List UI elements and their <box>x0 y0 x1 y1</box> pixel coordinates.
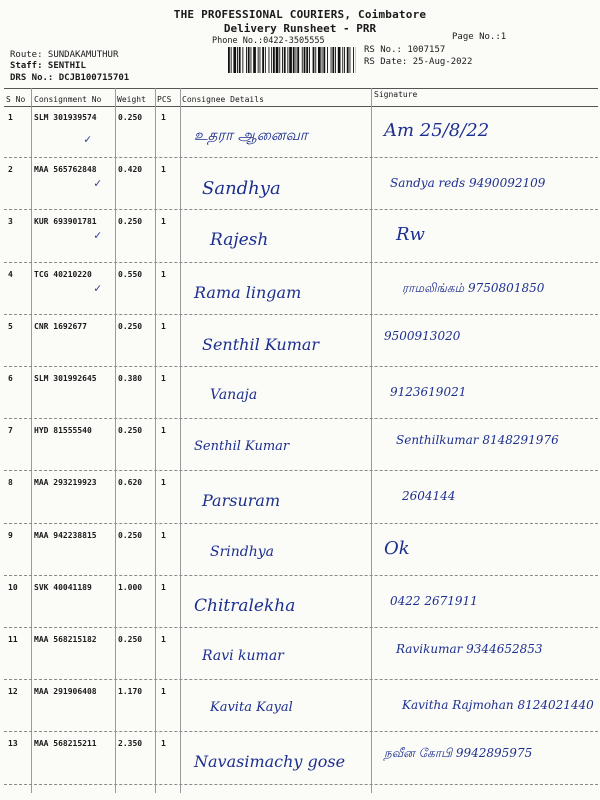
consignee-handwriting: Vanaja <box>210 387 258 403</box>
row-consignment: HYD 81555540 <box>34 426 92 436</box>
row-weight: 0.250 <box>118 113 143 122</box>
signature-handwriting: Ok <box>384 537 410 559</box>
row-pcs: 1 <box>161 321 166 331</box>
signature-handwriting: Kavitha Rajmohan 8124021440 <box>402 698 594 713</box>
signature-handwriting: Senthilkumar 8148291976 <box>396 433 559 448</box>
page-number: Page No.:1 <box>452 32 507 42</box>
table-row <box>4 419 598 471</box>
signature-handwriting: 9500913020 <box>384 328 461 343</box>
route-label: Route: SUNDAKAMUTHUR <box>10 50 119 60</box>
row-pcs: 1 <box>161 269 166 279</box>
row-pcs: 1 <box>161 478 166 488</box>
table-row <box>4 158 598 210</box>
row-sno: 13 <box>8 739 18 749</box>
table-row <box>4 628 598 680</box>
row-sno: 12 <box>8 687 18 697</box>
row-weight: 0.250 <box>118 217 143 227</box>
row-sno: 11 <box>8 635 18 644</box>
drs-number: DRS No.: DCJB100715701 <box>10 73 130 83</box>
row-weight: 0.250 <box>118 635 143 644</box>
row-weight: 1.000 <box>118 582 143 592</box>
rs-date: RS Date: 25-Aug-2022 <box>364 57 473 67</box>
row-pcs: 1 <box>161 739 166 749</box>
check-mark-icon: ✓ <box>94 228 102 243</box>
row-consignment: KUR 693901781 <box>34 217 97 227</box>
signature-handwriting: நவீன கோபி 9942895975 <box>384 746 533 761</box>
table-row <box>4 367 598 419</box>
table-row <box>4 106 598 158</box>
row-sno: 4 <box>8 269 13 279</box>
table-row <box>4 471 598 523</box>
consignee-handwriting: Kavita Kayal <box>210 700 293 716</box>
row-pcs: 1 <box>161 687 166 697</box>
row-weight: 0.420 <box>118 165 143 175</box>
row-sno: 7 <box>8 426 13 436</box>
table-row <box>4 576 598 628</box>
row-pcs: 1 <box>161 582 166 592</box>
row-pcs: 1 <box>161 426 166 436</box>
row-consignment: CNR 1692677 <box>34 321 87 331</box>
row-weight: 0.250 <box>118 426 143 436</box>
table-row <box>4 524 598 576</box>
row-consignment: MAA 942238815 <box>34 530 97 540</box>
barcode-image <box>228 47 356 73</box>
row-weight: 0.380 <box>118 374 143 383</box>
col-consignment: Consignment No <box>34 95 102 104</box>
consignee-handwriting: Sandhya <box>202 178 281 200</box>
col-weight: Weight <box>117 95 146 104</box>
table-row <box>4 680 598 732</box>
consignee-handwriting: Rajesh <box>210 230 269 251</box>
row-pcs: 1 <box>161 374 166 383</box>
row-weight: 0.250 <box>118 530 143 540</box>
check-mark-icon: ✓ <box>94 280 102 295</box>
col-consignee: Consignee Details <box>182 95 264 104</box>
consignee-handwriting: Rama lingam <box>194 282 302 302</box>
check-mark-icon: ✓ <box>94 176 102 191</box>
col-sno: S No <box>6 95 26 104</box>
row-sno: 5 <box>8 321 13 331</box>
table-row <box>4 263 598 315</box>
row-weight: 0.620 <box>118 478 143 488</box>
rs-number: RS No.: 1007157 <box>364 45 446 55</box>
row-consignment: SLM 301939574 <box>34 113 97 122</box>
consignee-handwriting: Navasimachy gose <box>194 752 346 772</box>
row-consignment: TCG 40210220 <box>34 269 92 279</box>
row-pcs: 1 <box>161 165 166 175</box>
row-sno: 2 <box>8 165 13 175</box>
check-mark-icon: ✓ <box>84 132 92 146</box>
col-signature: Signature <box>374 90 418 99</box>
consignee-handwriting: Srindhya <box>210 543 275 560</box>
row-consignment: SVK 40041189 <box>34 582 92 592</box>
row-consignment: SLM 301992645 <box>34 374 97 383</box>
consignee-handwriting: Ravi kumar <box>202 648 284 664</box>
row-sno: 9 <box>8 530 13 540</box>
row-pcs: 1 <box>161 635 166 644</box>
row-consignment: MAA 565762848 <box>34 165 97 175</box>
row-pcs: 1 <box>161 530 166 540</box>
signature-handwriting: Am 25/8/22 <box>384 120 490 141</box>
signature-handwriting: 9123619021 <box>390 385 467 399</box>
signature-handwriting: 0422 2671911 <box>390 593 478 608</box>
signature-handwriting: Rw <box>396 224 425 246</box>
staff-label: Staff: SENTHIL <box>10 61 86 71</box>
signature-handwriting: 2604144 <box>402 489 456 504</box>
consignee-handwriting: Chitralekha <box>194 595 296 616</box>
col-pcs: PCS <box>157 95 172 104</box>
signature-handwriting: Ravikumar 9344652853 <box>396 642 543 656</box>
table-row <box>4 210 598 262</box>
consignee-handwriting: Senthil Kumar <box>194 439 290 455</box>
row-consignment: MAA 568215211 <box>34 739 97 749</box>
row-weight: 0.250 <box>118 321 143 331</box>
signature-handwriting: Sandya reds 9490092109 <box>390 176 546 191</box>
row-consignment: MAA 293219923 <box>34 478 97 488</box>
row-sno: 6 <box>8 374 13 383</box>
consignee-handwriting: Parsuram <box>202 491 281 511</box>
consignee-handwriting: உதரா ஆனைவா <box>194 126 308 144</box>
runsheet-subtitle: Delivery Runsheet - PRR <box>223 22 377 35</box>
row-sno: 8 <box>8 478 13 488</box>
row-pcs: 1 <box>161 113 166 122</box>
signature-handwriting: ராமலிங்கம் 9750801850 <box>402 280 545 295</box>
table-row <box>4 732 598 784</box>
table-row <box>4 315 598 367</box>
phone-number: Phone No.:0422-3505555 <box>212 36 325 46</box>
row-consignment: MAA 291906408 <box>34 687 97 697</box>
row-sno: 10 <box>8 582 18 592</box>
row-weight: 2.350 <box>118 739 143 749</box>
row-sno: 3 <box>8 217 13 227</box>
row-sno: 1 <box>8 113 13 122</box>
consignee-handwriting: Senthil Kumar <box>202 334 320 354</box>
company-title: THE PROFESSIONAL COURIERS, Coimbatore <box>173 8 427 21</box>
row-pcs: 1 <box>161 217 166 227</box>
delivery-table <box>4 88 598 793</box>
row-consignment: MAA 568215182 <box>34 635 97 644</box>
row-weight: 0.550 <box>118 269 143 279</box>
row-weight: 1.170 <box>118 687 143 697</box>
